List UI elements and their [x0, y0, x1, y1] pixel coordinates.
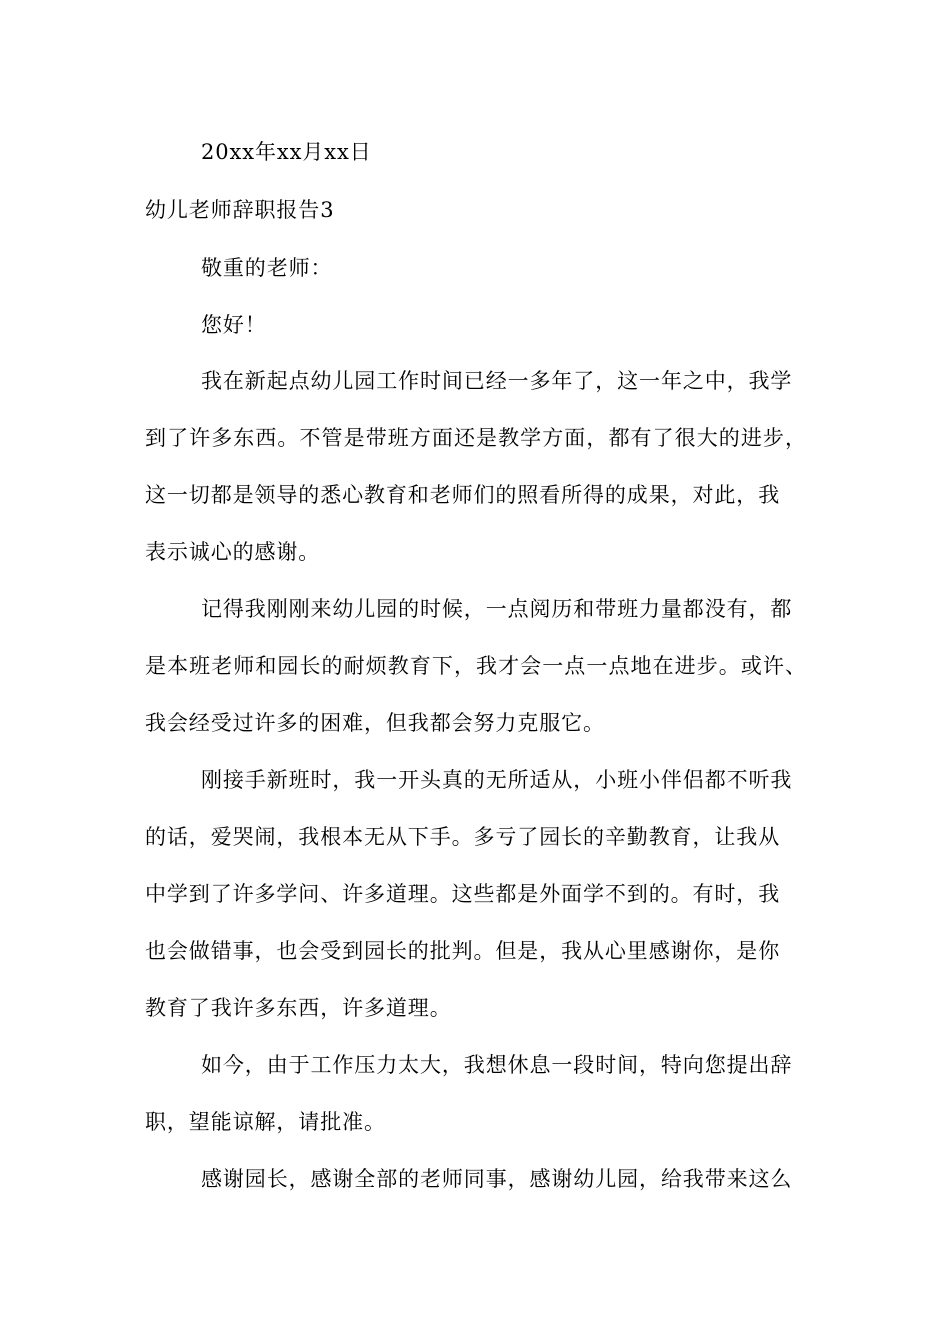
paragraph-5-line-1: 感谢园长，感谢全部的老师同事，感谢幼儿园，给我带来这么: [201, 1167, 793, 1191]
paragraph-3-line-1: 刚接手新班时，我一开头真的无所适从，小班小伴侣都不听我: [201, 768, 793, 792]
paragraph-1-line-2: 到了许多东西。不管是带班方面还是教学方面，都有了很大的进步，: [145, 426, 806, 450]
paragraph-3-line-4: 也会做错事，也会受到园长的批判。但是，我从心里感谢你，是你: [145, 939, 781, 963]
paragraph-1-line-4: 表示诚心的感谢。: [145, 540, 321, 564]
paragraph-3-line-2: 的话，爱哭闹，我根本无从下手。多亏了园长的辛勤教育，让我从: [145, 825, 781, 849]
greeting: 您好！: [201, 313, 267, 337]
date-line: 20xx年xx月xx日: [201, 140, 372, 164]
salutation: 敬重的老师：: [201, 256, 333, 280]
paragraph-4-line-1: 如今，由于工作压力太大，我想休息一段时间，特向您提出辞: [201, 1053, 793, 1077]
paragraph-4-line-2: 职，望能谅解，请批准。: [145, 1110, 386, 1134]
paragraph-2-line-2: 是本班老师和园长的耐烦教育下，我才会一点一点地在进步。或许、: [145, 654, 806, 678]
paragraph-1-line-3: 这一切都是领导的悉心教育和老师们的照看所得的成果，对此，我: [145, 483, 781, 507]
paragraph-2-line-3: 我会经受过许多的困难，但我都会努力克服它。: [145, 711, 605, 735]
paragraph-3-line-5: 教育了我许多东西，许多道理。: [145, 996, 452, 1020]
document-title: 幼儿老师辞职报告3: [145, 198, 335, 222]
paragraph-2-line-1: 记得我刚刚来幼儿园的时候，一点阅历和带班力量都没有，都: [201, 597, 793, 621]
paragraph-3-line-3: 中学到了许多学问、许多道理。这些都是外面学不到的。有时，我: [145, 882, 781, 906]
paragraph-1-line-1: 我在新起点幼儿园工作时间已经一多年了，这一年之中，我学: [201, 369, 793, 393]
